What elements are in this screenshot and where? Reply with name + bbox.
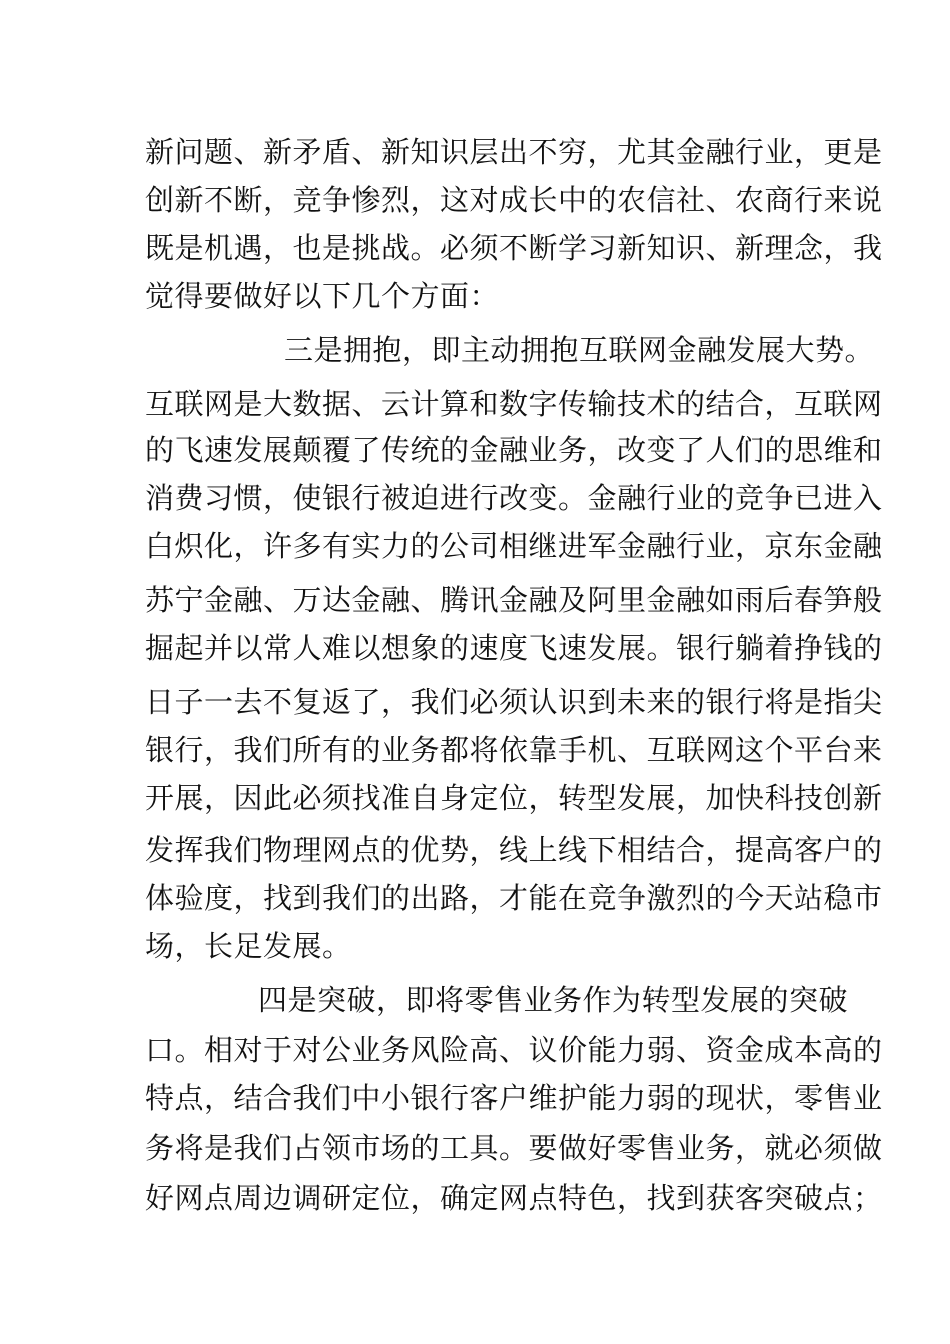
paragraph-heading-three: 三是拥抱，即主动拥抱互联网金融发展大势。	[284, 333, 875, 367]
text-line: 消费习惯，使银行被迫进行改变。金融行业的竞争已进入	[145, 481, 883, 515]
text-line: 创新不断，竞争惨烈，这对成长中的农信社、农商行来说	[145, 183, 883, 217]
text-line: 好网点周边调研定位，确定网点特色，找到获客突破点；	[145, 1181, 883, 1215]
text-line: 体验度，找到我们的出路，才能在竞争激烈的今天站稳市	[145, 881, 883, 915]
text-line: 口。相对于对公业务风险高、议价能力弱、资金成本高的	[145, 1033, 883, 1067]
text-line: 既是机遇，也是挑战。必须不断学习新知识、新理念，我	[145, 231, 883, 265]
text-line: 掘起并以常人难以想象的速度飞速发展。银行躺着挣钱的	[145, 631, 883, 665]
text-line: 特点，结合我们中小银行客户维护能力弱的现状，零售业	[145, 1081, 883, 1115]
paragraph-heading-four: 四是突破，即将零售业务作为转型发展的突破	[258, 983, 849, 1017]
text-line: 务将是我们占领市场的工具。要做好零售业务，就必须做	[145, 1131, 883, 1165]
text-line: 开展，因此必须找准自身定位，转型发展，加快科技创新	[145, 781, 883, 815]
text-line: 觉得要做好以下几个方面：	[145, 279, 500, 313]
text-line: 互联网是大数据、云计算和数字传输技术的结合，互联网	[145, 387, 883, 421]
text-line: 发挥我们物理网点的优势，线上线下相结合，提高客户的	[145, 833, 883, 867]
text-line: 场，长足发展。	[145, 929, 352, 963]
text-line: 银行，我们所有的业务都将依靠手机、互联网这个平台来	[145, 733, 883, 767]
text-line: 新问题、新矛盾、新知识层出不穷，尤其金融行业，更是	[145, 135, 883, 169]
text-line: 白炽化，许多有实力的公司相继进军金融行业，京东金融	[145, 529, 883, 563]
text-line: 日子一去不复返了，我们必须认识到未来的银行将是指尖	[145, 685, 883, 719]
text-line: 的飞速发展颠覆了传统的金融业务，改变了人们的思维和	[145, 433, 883, 467]
text-line: 苏宁金融、万达金融、腾讯金融及阿里金融如雨后春笋般	[145, 583, 883, 617]
